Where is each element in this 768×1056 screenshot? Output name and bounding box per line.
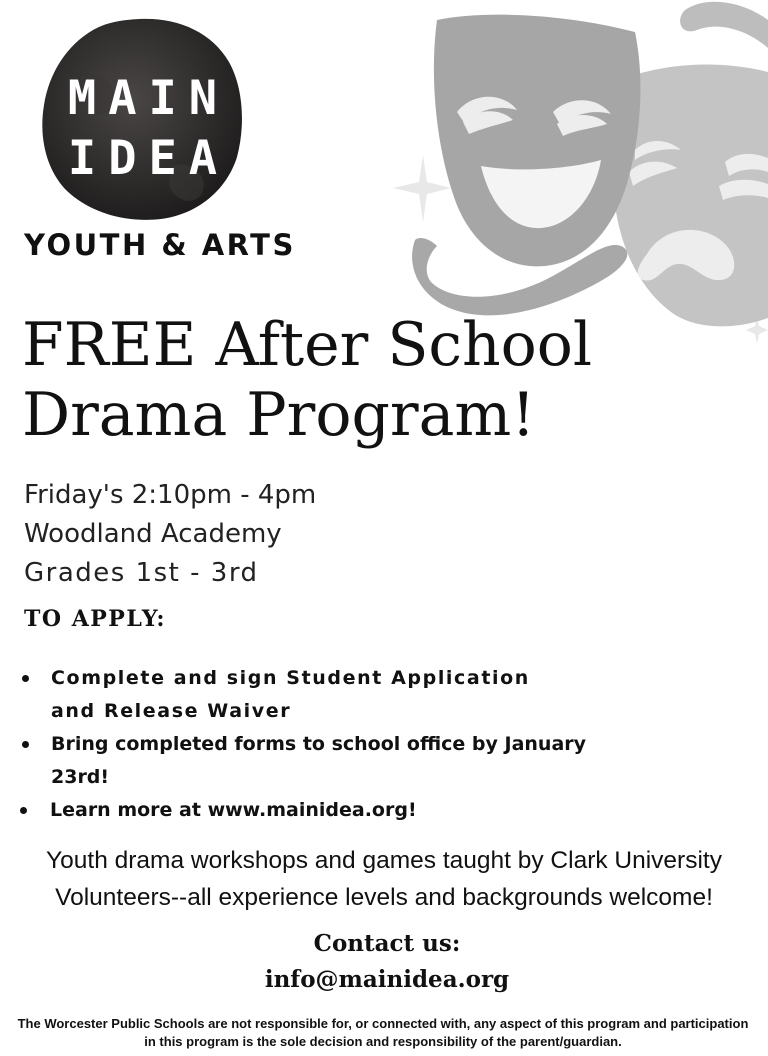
program-grades: Grades 1st - 3rd [24, 558, 259, 588]
disclaimer-line-1: The Worcester Public Schools are not responsible for, or connected with, any aspect of this program and participation [17, 1016, 749, 1031]
page-title-line-1: FREE After School [22, 310, 593, 380]
logo-text-main: MAIN [67, 71, 230, 126]
program-schedule: Friday's 2:10pm - 4pm [24, 480, 317, 510]
disclaimer [0, 1015, 766, 1051]
list-item: Bring completed forms to school office by January 23rd! [0, 728, 591, 794]
description-line-2: Volunteers--all experience levels and backgrounds welcome! [55, 884, 713, 911]
list-item: Complete and sign Student Application and Release Waiver [0, 662, 571, 728]
sparkle-icon [393, 155, 451, 222]
list-item: Learn more at www.mainidea.org! [0, 794, 620, 827]
program-location: Woodland Academy [24, 519, 282, 549]
logo-text-idea: IDEA [67, 131, 230, 186]
main-idea-logo [41, 17, 244, 220]
page-title [22, 310, 622, 450]
apply-heading: TO APPLY: [24, 606, 167, 632]
org-name: YOUTH & ARTS [24, 228, 296, 262]
disclaimer-line-2: in this program is the sole decision and responsibility of the parent/guardian. [144, 1034, 622, 1049]
description-line-1: Youth drama workshops and games taught by Clark University [46, 847, 722, 874]
contact-email: info@mainidea.org [264, 966, 510, 993]
apply-steps-list [0, 662, 620, 827]
contact-label: Contact us: [313, 930, 461, 957]
program-description [0, 842, 768, 916]
program-details [24, 476, 316, 593]
comedy-mask-icon [412, 15, 640, 316]
theater-masks-icon [385, 0, 768, 350]
page-title-line-2: Drama Program! [22, 380, 536, 450]
